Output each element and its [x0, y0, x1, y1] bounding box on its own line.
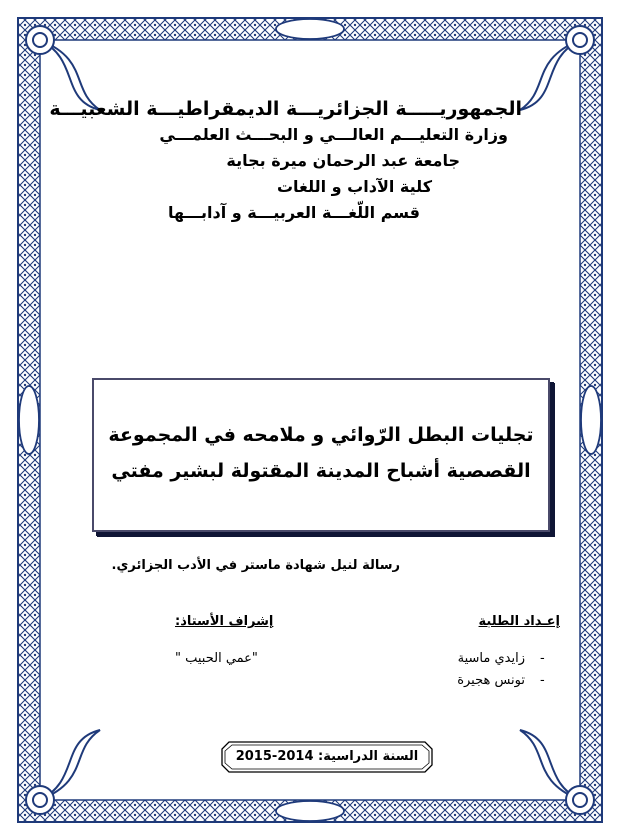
student-bullet: - [540, 651, 545, 666]
student-name: زايدي ماسية [457, 651, 525, 666]
student-bullet: - [540, 673, 545, 688]
republic-name: الجمهوريـــــة الجزائريـــة الديمقراطيـــة الشعبيـــة [49, 98, 522, 120]
institution-header [49, 96, 522, 226]
thesis-title-line2: القصصية أشباح المدينة المقتولة لبشير مفتي [111, 460, 531, 482]
university-name: جامعة عبد الرحمان ميرة بجاية [226, 151, 460, 170]
department-name: قسم اللّغـــة العربيـــة و آدابـــها [168, 203, 420, 222]
supervisor-label: إشراف الأستاذ: [175, 614, 274, 629]
academic-year: السنة الدراسية: 2014-2015 [235, 749, 419, 764]
thesis-title-line1: تجليات البطل الرّوائي و ملامحه في المجموعة [108, 424, 534, 446]
thesis-title-box [92, 378, 550, 532]
student-name: تونس هجيرة [457, 673, 525, 688]
supervisor-name: "عمي الحبيب " [175, 651, 258, 666]
degree-subtitle: رسالة لنيل شهادة ماستر في الأدب الجزائري. [111, 558, 400, 573]
faculty-name: كلية الآداب و اللغات [276, 177, 432, 196]
ministry-name: وزارة التعليـــم العالـــي و البحـــث العلمـــي [159, 125, 508, 144]
students-label: إعـداد الطلبة [478, 614, 560, 629]
